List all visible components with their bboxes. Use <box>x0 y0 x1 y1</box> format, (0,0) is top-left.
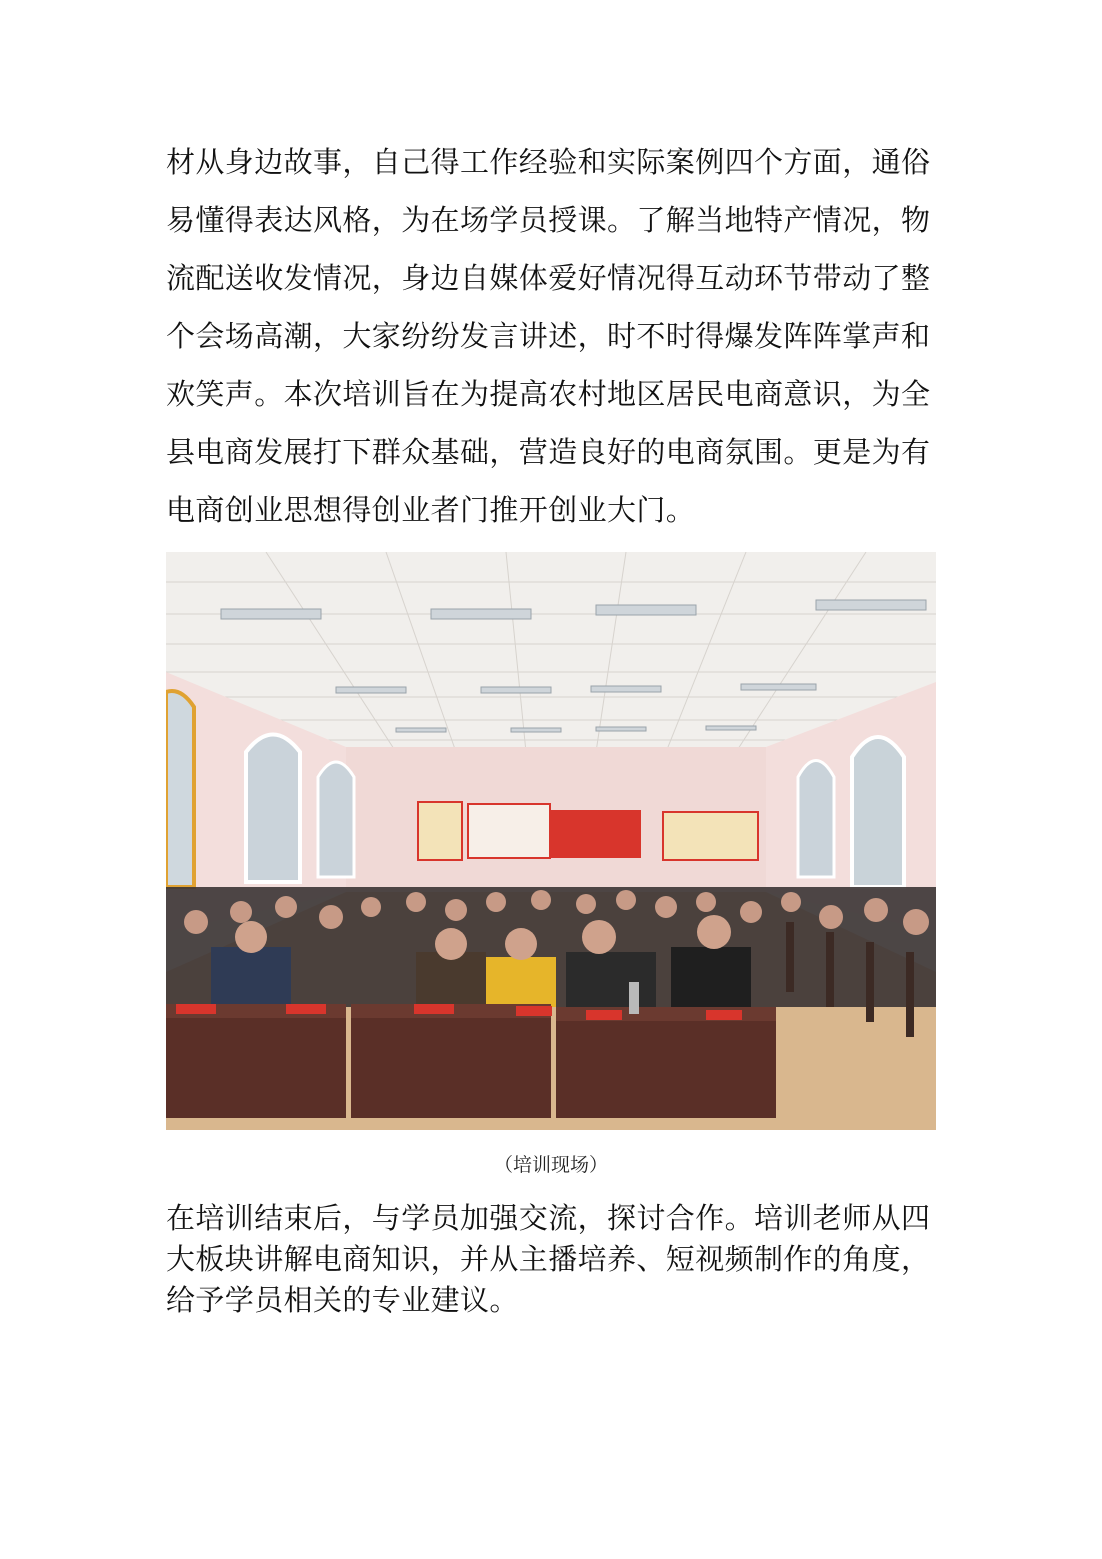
red-banner <box>549 810 641 858</box>
text-line: 大板块讲解电商知识，并从主播培养、短视频制作的角度， <box>166 1242 931 1276</box>
photo-caption: （培训现场） <box>493 1154 608 1176</box>
paragraph-summary <box>166 1198 936 1321</box>
text-line: 材从身边故事，自己得工作经验和实际案例四个方面，通俗 <box>166 145 931 179</box>
training-photo <box>166 552 936 1130</box>
training-room-illustration <box>166 552 936 1130</box>
text-line: 县电商发展打下群众基础，营造良好的电商氛围。更是为有 <box>166 435 931 469</box>
text-line: 易懂得表达风格，为在场学员授课。了解当地特产情况，物 <box>166 203 931 237</box>
paragraph-intro <box>166 133 936 539</box>
wall-board <box>663 812 758 860</box>
wall-board <box>418 802 462 860</box>
text-line: 流配送收发情况，身边自媒体爱好情况得互动环节带动了整 <box>166 261 931 295</box>
right-windows <box>798 737 904 887</box>
text-line: 电商创业思想得创业者门推开创业大门。 <box>166 493 696 527</box>
text-line: 欢笑声。本次培训旨在为提高农村地区居民电商意识，为全 <box>166 377 931 411</box>
text-line: 给予学员相关的专业建议。 <box>166 1283 519 1317</box>
org-chart-board <box>468 804 550 858</box>
text-line: 个会场高潮，大家纷纷发言讲述，时不时得爆发阵阵掌声和 <box>166 319 931 353</box>
audience <box>166 887 936 1007</box>
text-line: 在培训结束后，与学员加强交流，探讨合作。培训老师从四 <box>166 1201 931 1235</box>
